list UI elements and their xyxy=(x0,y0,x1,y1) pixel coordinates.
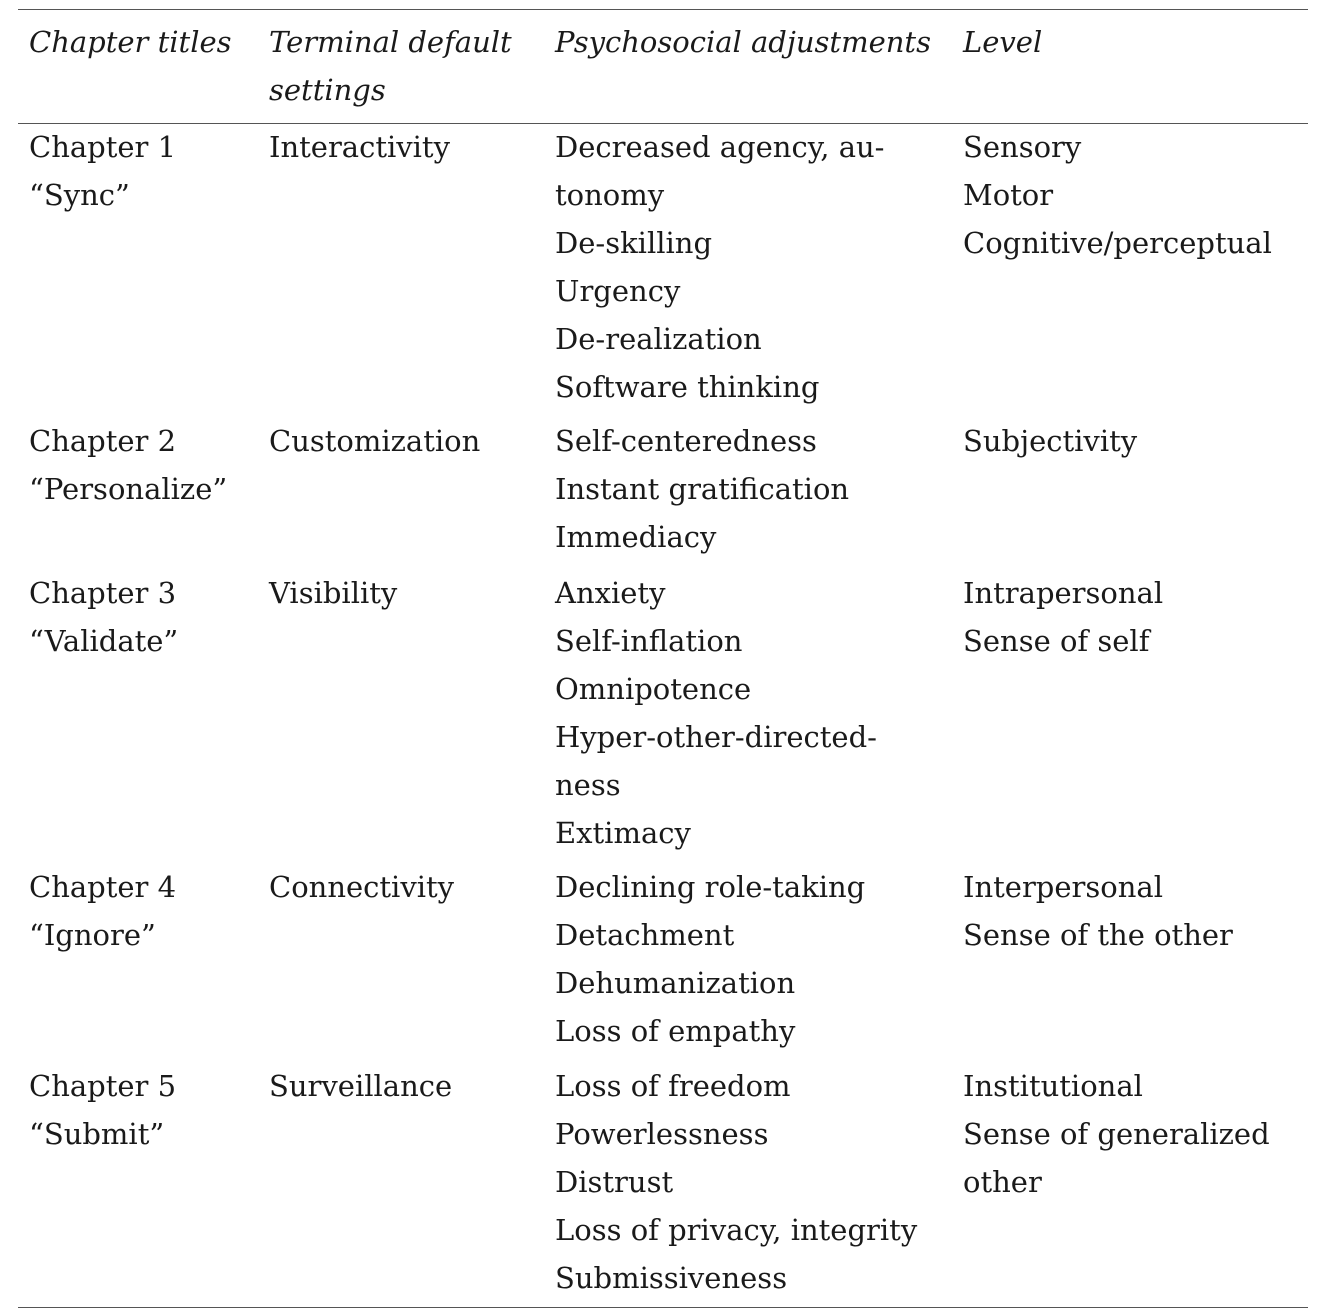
row-2-setting: Customization xyxy=(269,424,481,458)
row-3-adjustments xyxy=(555,569,877,857)
row-2-chapter-title: “Personalize” xyxy=(29,472,228,506)
row-1-level-item: Cognitive/perceptual xyxy=(963,226,1272,260)
row-3-chapter xyxy=(29,569,178,665)
row-4-level xyxy=(963,863,1233,959)
row-4-level-item: Interpersonal xyxy=(963,870,1163,904)
row-1-adjustment: Urgency xyxy=(555,274,681,308)
row-4-setting: Connectivity xyxy=(269,870,455,904)
row-5-level-item: Institutional xyxy=(963,1069,1143,1103)
row-2-adjustment: Immediacy xyxy=(555,520,717,554)
row-1-adjustment: tonomy xyxy=(555,178,665,212)
header-level: Level xyxy=(963,25,1043,59)
row-2-adjustment: Self-centeredness xyxy=(555,424,817,458)
top-rule xyxy=(18,9,1308,10)
row-4-chapter-number: Chapter 4 xyxy=(29,870,177,904)
header-psychosocial-adjustments: Psychosocial adjustments xyxy=(555,25,931,59)
row-4-adjustment: Detachment xyxy=(555,918,735,952)
row-2-chapter xyxy=(29,417,227,513)
row-5-level xyxy=(963,1062,1270,1206)
row-3-level-item: Sense of self xyxy=(963,624,1150,658)
row-5-setting: Surveillance xyxy=(269,1069,453,1103)
row-3-level-item: Intrapersonal xyxy=(963,576,1164,610)
row-4-chapter xyxy=(29,863,176,959)
row-3-setting: Visibility xyxy=(269,576,398,610)
row-3-adjustment: ness xyxy=(555,768,621,802)
row-5-adjustment: Loss of privacy, integrity xyxy=(555,1213,918,1247)
row-4-adjustments xyxy=(555,863,865,1055)
row-3-adjustment: Omnipotence xyxy=(555,672,752,706)
row-1-adjustments xyxy=(555,123,884,411)
row-3-adjustment: Extimacy xyxy=(555,816,691,850)
row-1-chapter-number: Chapter 1 xyxy=(29,130,177,164)
row-4-chapter-title: “Ignore” xyxy=(29,918,156,952)
row-2-chapter-number: Chapter 2 xyxy=(29,424,177,458)
row-4-adjustment: Declining role-taking xyxy=(555,870,866,904)
row-5-chapter xyxy=(29,1062,176,1158)
row-1-adjustment: Software thinking xyxy=(555,370,820,404)
row-5-level-item: other xyxy=(963,1165,1042,1199)
row-1-adjustment: Decreased agency, au- xyxy=(555,130,885,164)
row-1-level-item: Motor xyxy=(963,178,1054,212)
row-5-adjustment: Submissiveness xyxy=(555,1261,788,1295)
row-5-adjustment: Distrust xyxy=(555,1165,674,1199)
row-5-adjustments xyxy=(555,1062,917,1302)
row-1-chapter-title: “Sync” xyxy=(29,178,130,212)
row-5-adjustment: Powerlessness xyxy=(555,1117,769,1151)
header-col2-line2: settings xyxy=(269,73,386,107)
row-3-chapter-title: “Validate” xyxy=(29,624,179,658)
header-col2-line1: Terminal default xyxy=(269,25,512,59)
row-1-chapter xyxy=(29,123,176,219)
row-3-adjustment: Anxiety xyxy=(555,576,666,610)
header-chapter-titles: Chapter titles xyxy=(29,25,232,59)
row-3-adjustment: Hyper-other-directed- xyxy=(555,720,877,754)
row-2-level xyxy=(963,417,1137,465)
row-3-level xyxy=(963,569,1163,665)
row-4-level-item: Sense of the other xyxy=(963,918,1233,952)
row-5-level-item: Sense of generalized xyxy=(963,1117,1270,1151)
row-5-chapter-title: “Submit” xyxy=(29,1117,165,1151)
row-4-adjustment: Dehumanization xyxy=(555,966,796,1000)
row-2-adjustments xyxy=(555,417,849,561)
bottom-rule xyxy=(18,1307,1308,1308)
row-3-chapter-number: Chapter 3 xyxy=(29,576,177,610)
row-1-adjustment: De-realization xyxy=(555,322,762,356)
row-3-adjustment: Self-inflation xyxy=(555,624,743,658)
row-1-level xyxy=(963,123,1272,267)
row-2-adjustment: Instant gratification xyxy=(555,472,850,506)
row-2-level-item: Subjectivity xyxy=(963,424,1138,458)
row-5-chapter-number: Chapter 5 xyxy=(29,1069,177,1103)
row-1-level-item: Sensory xyxy=(963,130,1082,164)
row-5-adjustment: Loss of freedom xyxy=(555,1069,791,1103)
header-terminal-default-settings xyxy=(269,18,512,114)
row-4-adjustment: Loss of empathy xyxy=(555,1014,796,1048)
row-1-setting: Interactivity xyxy=(269,130,450,164)
row-1-adjustment: De-skilling xyxy=(555,226,713,260)
